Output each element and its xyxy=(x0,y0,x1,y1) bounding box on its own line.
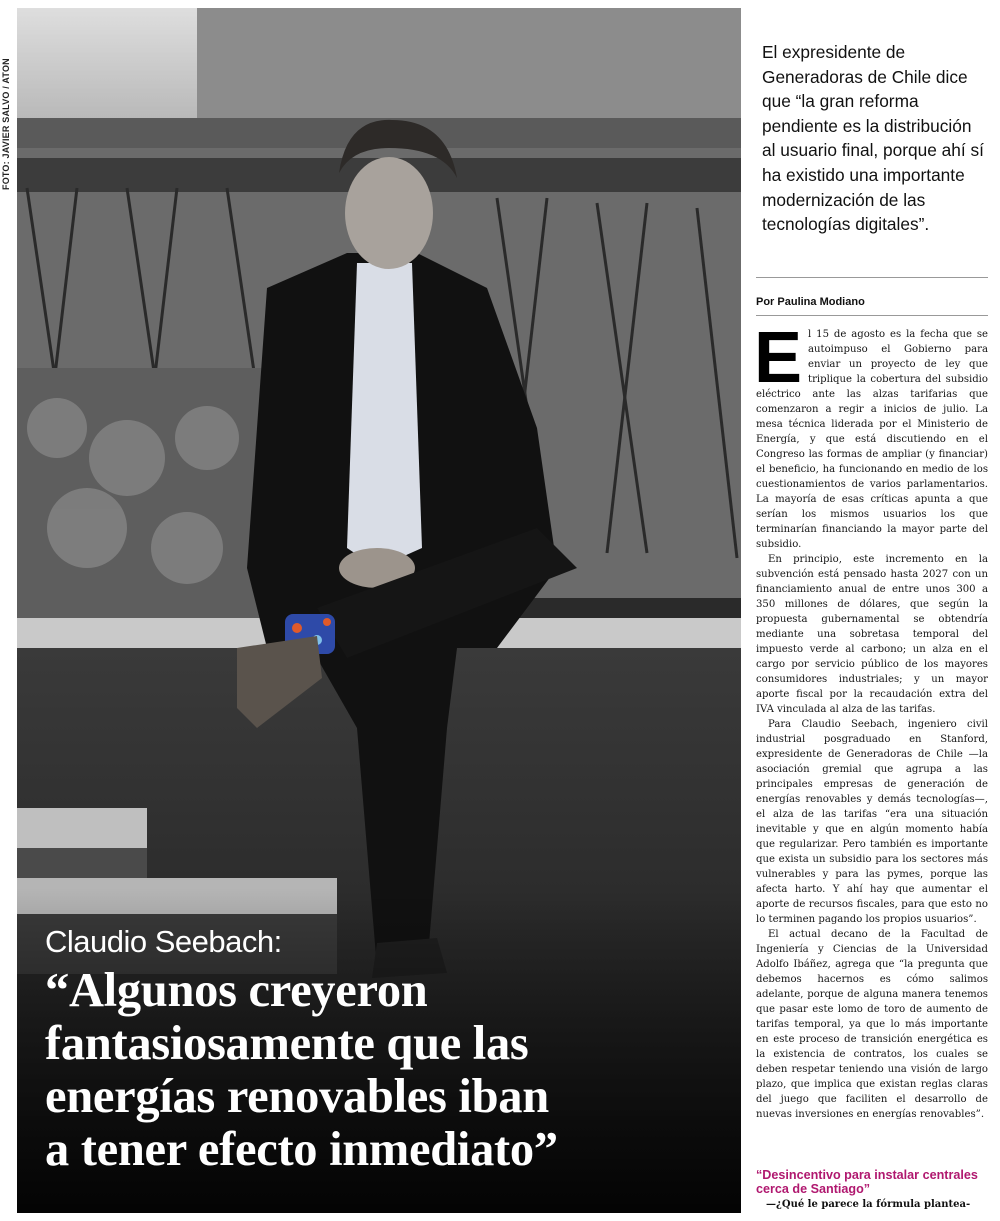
article-paragraph: Para Claudio Seebach, ingeniero civil industrial posgraduado en Stanford, expresidente de Generadoras de Chile —la asociación gremial que agrupa a las principales empresas de generación de energías renovables y demás tecnologías—, el alza de las tarifas “era una situación inevitable y que en algún momento había que regularizar. Pero también es importante que exista un subsidio para los sectores más vulnerables y para las pymes, porque las afecta harto. Y ahí hay que aumentar el aporte de recursos fiscales, para que esto no lo terminen pagando los propios usuarios”. xyxy=(756,719,988,925)
interview-question: —¿Qué le parece la fórmula plantea- xyxy=(766,1199,971,1210)
portrait-photo xyxy=(17,8,741,1213)
divider xyxy=(756,277,988,278)
article-paragraph xyxy=(754,318,988,552)
deck: El expresidente de Generadoras de Chile dice que “la gran reforma pendiente es la distribución al usuario final, porque ahí sí ha existido una importante modernización de las tecnologías digitales”. xyxy=(762,42,984,235)
divider xyxy=(756,315,988,316)
headline-line: energías renovables iban xyxy=(45,1070,549,1123)
headline-line: a tener efecto inmediato” xyxy=(45,1123,558,1176)
deck-column xyxy=(756,30,988,237)
headline-block xyxy=(31,924,741,1176)
subhead: “Desincentivo para instalar centrales cerca de Santiago” xyxy=(756,1168,978,1196)
photo-credit: FOTO: JAVIER SALVO / ATON xyxy=(1,58,11,190)
article-paragraph: En principio, este incremento en la subvención está pensado hasta 2027 con un financiamiento anual de entre unos 300 a 350 millones de dólares, que según la propuesta gubernamental se obtendría mediante una sobretasa temporal del impuesto verde al carbono; un alza en el cargo por servicio público de los mayores consumidores industriales; y un mayor aporte fiscal por la recaudación extra del IVA vinculada al alza de las tarifas. xyxy=(756,554,988,715)
article-paragraph: El actual decano de la Facultad de Ingeniería y Ciencias de la Universidad Adolfo Ibáñez, agrega que “la pregunta que debemos hacernos es cómo salimos adelante, porque de alguna manera tenemos que pasar este lomo de toro de aumento de tarifas temporal, ya que lo más importante en este proceso de transición energética es la existencia de contratos, los cuales se deben respetar teniendo una visión de largo plazo, que implica que existan reglas claras del juego que faciliten el desarrollo de nuevas inversiones en energías renovables”. xyxy=(756,929,988,1120)
kicker: Claudio Seebach: xyxy=(45,924,282,959)
headline-line: fantasiosamente que las xyxy=(45,1017,529,1070)
byline: Por Paulina Modiano xyxy=(756,296,865,308)
drop-cap: E xyxy=(754,318,803,398)
headline-line: “Algunos creyeron xyxy=(45,964,428,1017)
article-body xyxy=(754,318,988,1122)
paragraph-text: l 15 de agosto es la fecha que se autoimpuso el Gobierno para enviar un proyecto de ley que triplique la cobertura del subsidio eléctrico ante las alzas tarifarias que comenzaron a regir a inicios de julio. La mesa técnica liderada por el Ministerio de Energía, y que está discutiendo en el Congreso las formas de ampliar (y financiar) el beneficio, ha funcionando en medio de los cuestionamientos de varios parlamentarios. La mayoría de esas críticas apunta a que serían los mismos usuarios los que terminarían financiando la mayor parte del subsidio. xyxy=(756,329,988,550)
headline xyxy=(45,964,741,1176)
